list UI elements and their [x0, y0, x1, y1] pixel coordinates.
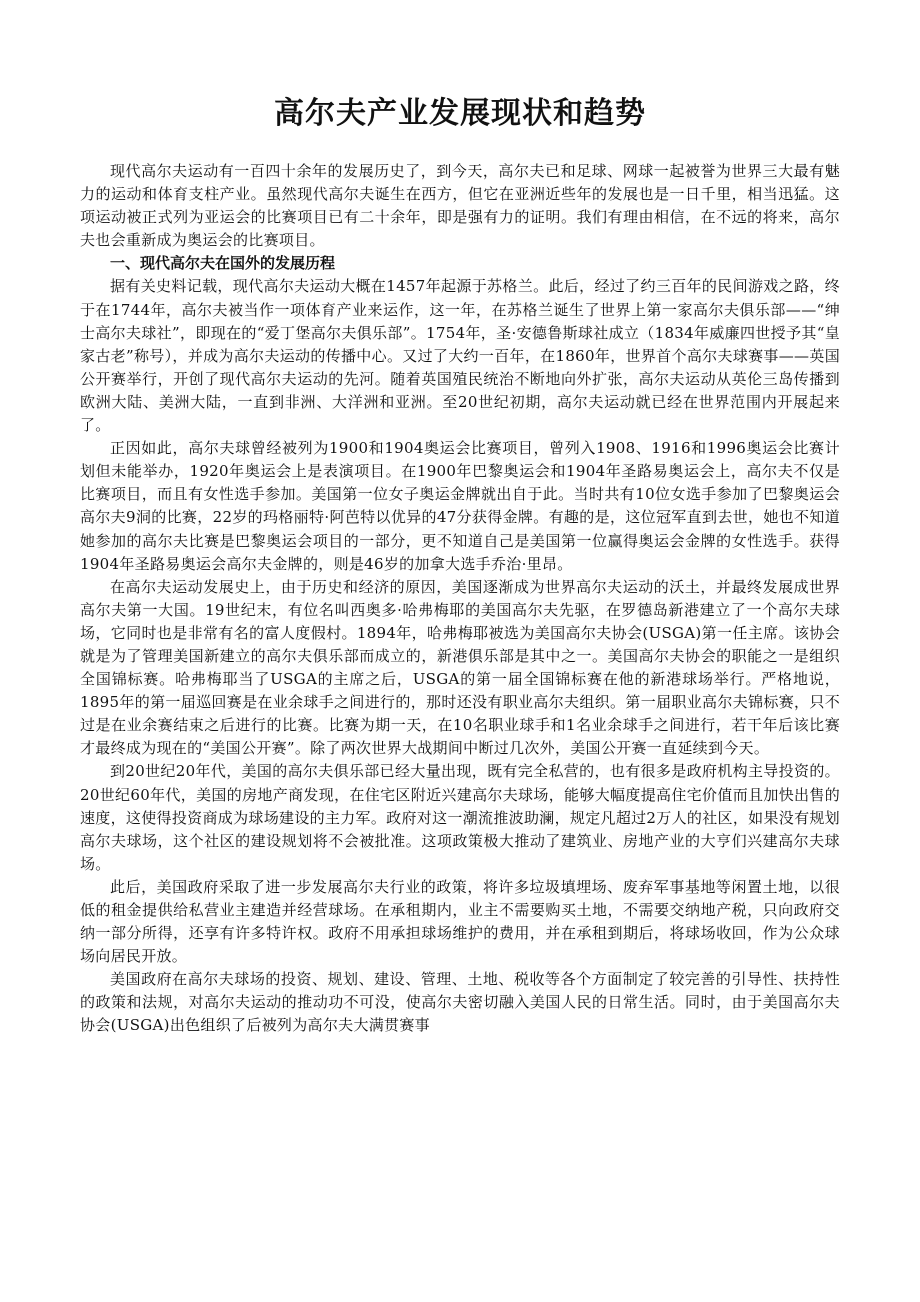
document-body: [80, 160, 840, 1038]
document-title: 高尔夫产业发展现状和趋势: [274, 96, 646, 131]
paragraph: 在高尔夫运动发展史上，由于历史和经济的原因，美国逐渐成为世界高尔夫运动的沃土，并最终发展成世界高尔夫第一大国。19世纪末，有位名叫西奥多·哈弗梅耶的美国高尔夫先驱，在罗德岛新港建立了一个高尔夫球场，它同时也是非常有名的富人度假村。1894年，哈弗梅耶被选为美国高尔夫协会(USGA)第一任主席。该协会就是为了管理美国新建立的高尔夫俱乐部而成立的，新港俱乐部是其中之一。美国高尔夫协会的职能之一是组织全国锦标赛。哈弗梅耶当了USGA的主席之后，USGA的第一届全国锦标赛在他的新港球场举行。严格地说，1895年的第一届巡回赛是在业余球手之间进行的，那时还没有职业高尔夫组织。第一届职业高尔夫锦标赛，只不过是在业余赛结束之后进行的比赛。比赛为期一天，在10名职业球手和1名业余球手之间进行，若干年后该比赛才最终成为现在的“美国公开赛”。除了两次世界大战期间中断过几次外，美国公开赛一直延续到今天。: [80, 577, 840, 758]
intro-paragraph: 现代高尔夫运动有一百四十余年的发展历史了，到今天，高尔夫已和足球、网球一起被誉为世界三大最有魅力的运动和体育支柱产业。虽然现代高尔夫诞生在西方，但它在亚洲近些年的发展也是一日千里，相当迅猛。这项运动被正式列为亚运会的比赛项目已有二十余年，即是强有力的证明。我们有理由相信，在不远的将来，高尔夫也会重新成为奥运会的比赛项目。: [80, 162, 840, 250]
paragraph: 到20世纪20年代，美国的高尔夫俱乐部已经大量出现，既有完全私营的，也有很多是政府机构主导投资的。20世纪60年代，美国的房地产商发现，在住宅区附近兴建高尔夫球场，能够大幅度提高住宅价值而且加快出售的速度，这使得投资商成为球场建设的主力军。政府对这一潮流推波助澜，规定凡超过2万人的社区，如果没有规划高尔夫球场，这个社区的建设规划将不会被批准。这项政策极大推动了建筑业、房地产业的大亨们兴建高尔夫球场。: [80, 762, 840, 873]
paragraph: 美国政府在高尔夫球场的投资、规划、建设、管理、土地、税收等各个方面制定了较完善的引导性、扶持性的政策和法规，对高尔夫运动的推动功不可没，使高尔夫密切融入美国人民的日常生活。同时，由于美国高尔夫协会(USGA)出色组织了后被列为高尔夫大满贯赛事: [80, 970, 840, 1035]
paragraph: 据有关史料记载，现代高尔夫运动大概在1457年起源于苏格兰。此后，经过了约三百年的民间游戏之路，终于在1744年，高尔夫被当作一项体育产业来运作，这一年，在苏格兰诞生了世界上第一家高尔夫俱乐部——“绅士高尔夫球社”，即现在的“爱丁堡高尔夫俱乐部”。1754年，圣·安德鲁斯球社成立（1834年威廉四世授予其“皇家古老”称号），并成为高尔夫运动的传播中心。又过了大约一百年，在1860年，世界首个高尔夫球赛事——英国公开赛举行，开创了现代高尔夫运动的先河。随着英国殖民统治不断地向外扩张，高尔夫运动从英伦三岛传播到欧洲大陆、美洲大陆，一直到非洲、大洋洲和亚洲。至20世纪初期，高尔夫运动就已经在世界范围内开展起来了。: [80, 277, 840, 435]
paragraph: 正因如此，高尔夫球曾经被列为1900和1904奥运会比赛项目，曾列入1908、1916和1996奥运会比赛计划但未能举办，1920年奥运会上是表演项目。在1900年巴黎奥运会和1904年圣路易奥运会上，高尔夫不仅是比赛项目，而且有女性选手参加。美国第一位女子奥运金牌就出自于此。当时共有10位女选手参加了巴黎奥运会高尔夫9洞的比赛，22岁的玛格丽特·阿芭特以优异的47分获得金牌。有趣的是，这位冠军直到去世，她也不知道她参加的高尔夫比赛是巴黎奥运会项目的一部分，更不知道自己是美国第一位赢得奥运会金牌的女性选手。获得1904年圣路易奥运会高尔夫金牌的，则是46岁的加拿大选手乔治·里昂。: [80, 439, 840, 573]
document-page: [80, 0, 840, 1302]
paragraph: 此后，美国政府采取了进一步发展高尔夫行业的政策，将许多垃圾填埋场、废弃军事基地等闲置土地，以很低的租金提供给私营业主建造并经营球场。在承租期内，业主不需要购买土地，不需要交纳地产税，只向政府交纳一部分所得，还享有许多特许权。政府不用承担球场维护的费用，并在承租到期后，将球场收回，作为公众球场向居民开放。: [80, 877, 840, 966]
section-heading: 一、现代高尔夫在国外的发展历程: [110, 254, 336, 273]
